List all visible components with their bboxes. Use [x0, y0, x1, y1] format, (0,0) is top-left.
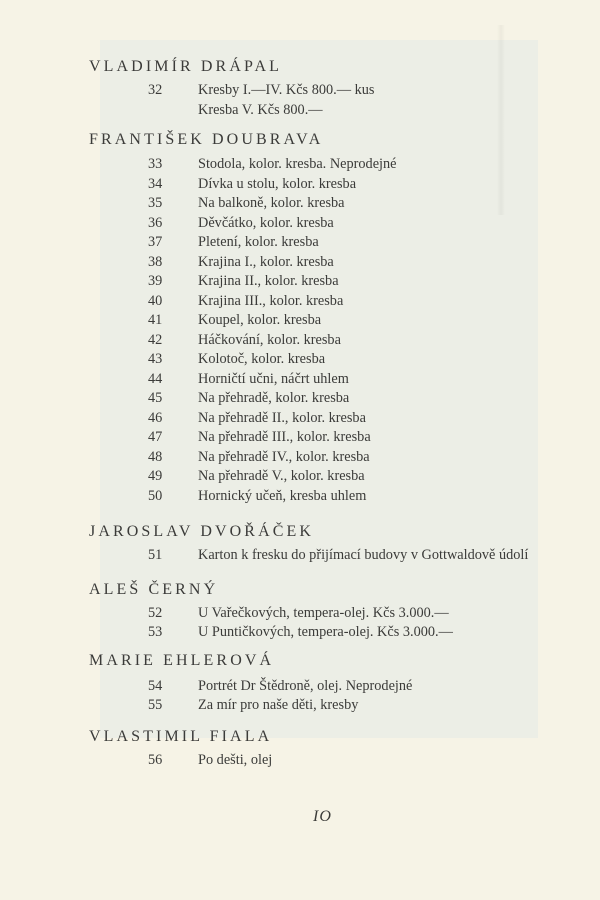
entry-title: Koupel, kolor. kresba: [198, 312, 322, 328]
entry-number: 34: [148, 176, 163, 192]
entry-title: Na přehradě IV., kolor. kresba: [198, 449, 370, 465]
entry-number: 54: [148, 678, 163, 694]
entry-title: Na balkoně, kolor. kresba: [198, 195, 345, 211]
entry-number: 39: [148, 273, 163, 289]
entry-number: 36: [148, 215, 163, 231]
entry-title: Krajina I., kolor. kresba: [198, 254, 334, 270]
entry-number: 32: [148, 82, 163, 98]
entry-title: Kresby I.—IV. Kčs 800.— kus: [198, 82, 375, 98]
entry-title: Háčkování, kolor. kresba: [198, 332, 341, 348]
entry-title: Stodola, kolor. kresba. Neprodejné: [198, 156, 397, 172]
artist-heading: ALEŠ ČERNÝ: [89, 581, 219, 598]
entry-title: Portrét Dr Štědroně, olej. Neprodejné: [198, 678, 413, 694]
entry-number: 50: [148, 488, 163, 504]
entry-number: 55: [148, 697, 163, 713]
entry-number: 40: [148, 293, 163, 309]
entry-title: Na přehradě V., kolor. kresba: [198, 468, 365, 484]
artist-heading: VLADIMÍR DRÁPAL: [89, 58, 283, 75]
entry-number: 48: [148, 449, 163, 465]
entry-number: 47: [148, 429, 163, 445]
entry-title: Na přehradě II., kolor. kresba: [198, 410, 366, 426]
entry-title: Krajina II., kolor. kresba: [198, 273, 339, 289]
artist-heading: MARIE EHLEROVÁ: [89, 652, 275, 669]
entry-number: 43: [148, 351, 163, 367]
entry-title: Kresba V. Kčs 800.—: [198, 102, 323, 118]
entry-title: Děvčátko, kolor. kresba: [198, 215, 334, 231]
artist-heading: FRANTIŠEK DOUBRAVA: [89, 131, 324, 148]
entry-number: 38: [148, 254, 163, 270]
entry-title: U Puntičkových, tempera-olej. Kčs 3.000.—: [198, 624, 453, 640]
entry-title: Karton k fresku do přijímací budovy v Gottwaldově údolí: [198, 547, 529, 563]
entry-number: 51: [148, 547, 163, 563]
entry-number: 42: [148, 332, 163, 348]
entry-title: Horničtí učni, náčrt uhlem: [198, 371, 349, 387]
entry-number: 53: [148, 624, 163, 640]
entry-number: 49: [148, 468, 163, 484]
entry-number: 37: [148, 234, 163, 250]
entry-title: Dívka u stolu, kolor. kresba: [198, 176, 357, 192]
entry-title: Kolotoč, kolor. kresba: [198, 351, 326, 367]
entry-number: 45: [148, 390, 163, 406]
artist-heading: VLASTIMIL FIALA: [89, 728, 273, 745]
entry-title: Krajina III., kolor. kresba: [198, 293, 344, 309]
entry-number: 44: [148, 371, 163, 387]
entry-number: 56: [148, 752, 163, 768]
entry-number: 52: [148, 605, 163, 621]
entry-title: Na přehradě, kolor. kresba: [198, 390, 350, 406]
entry-title: U Vařečkových, tempera-olej. Kčs 3.000.—: [198, 605, 449, 621]
entry-title: Po dešti, olej: [198, 752, 273, 768]
entry-number: 46: [148, 410, 163, 426]
entry-title: Za mír pro naše děti, kresby: [198, 697, 359, 713]
entry-number: 41: [148, 312, 163, 328]
entry-title: Na přehradě III., kolor. kresba: [198, 429, 371, 445]
entry-number: 35: [148, 195, 163, 211]
artist-heading: JAROSLAV DVOŘÁČEK: [89, 523, 315, 540]
entry-number: 33: [148, 156, 163, 172]
entry-title: Pletení, kolor. kresba: [198, 234, 319, 250]
entry-title: Hornický učeň, kresba uhlem: [198, 488, 367, 504]
page-number: IO: [313, 808, 332, 825]
